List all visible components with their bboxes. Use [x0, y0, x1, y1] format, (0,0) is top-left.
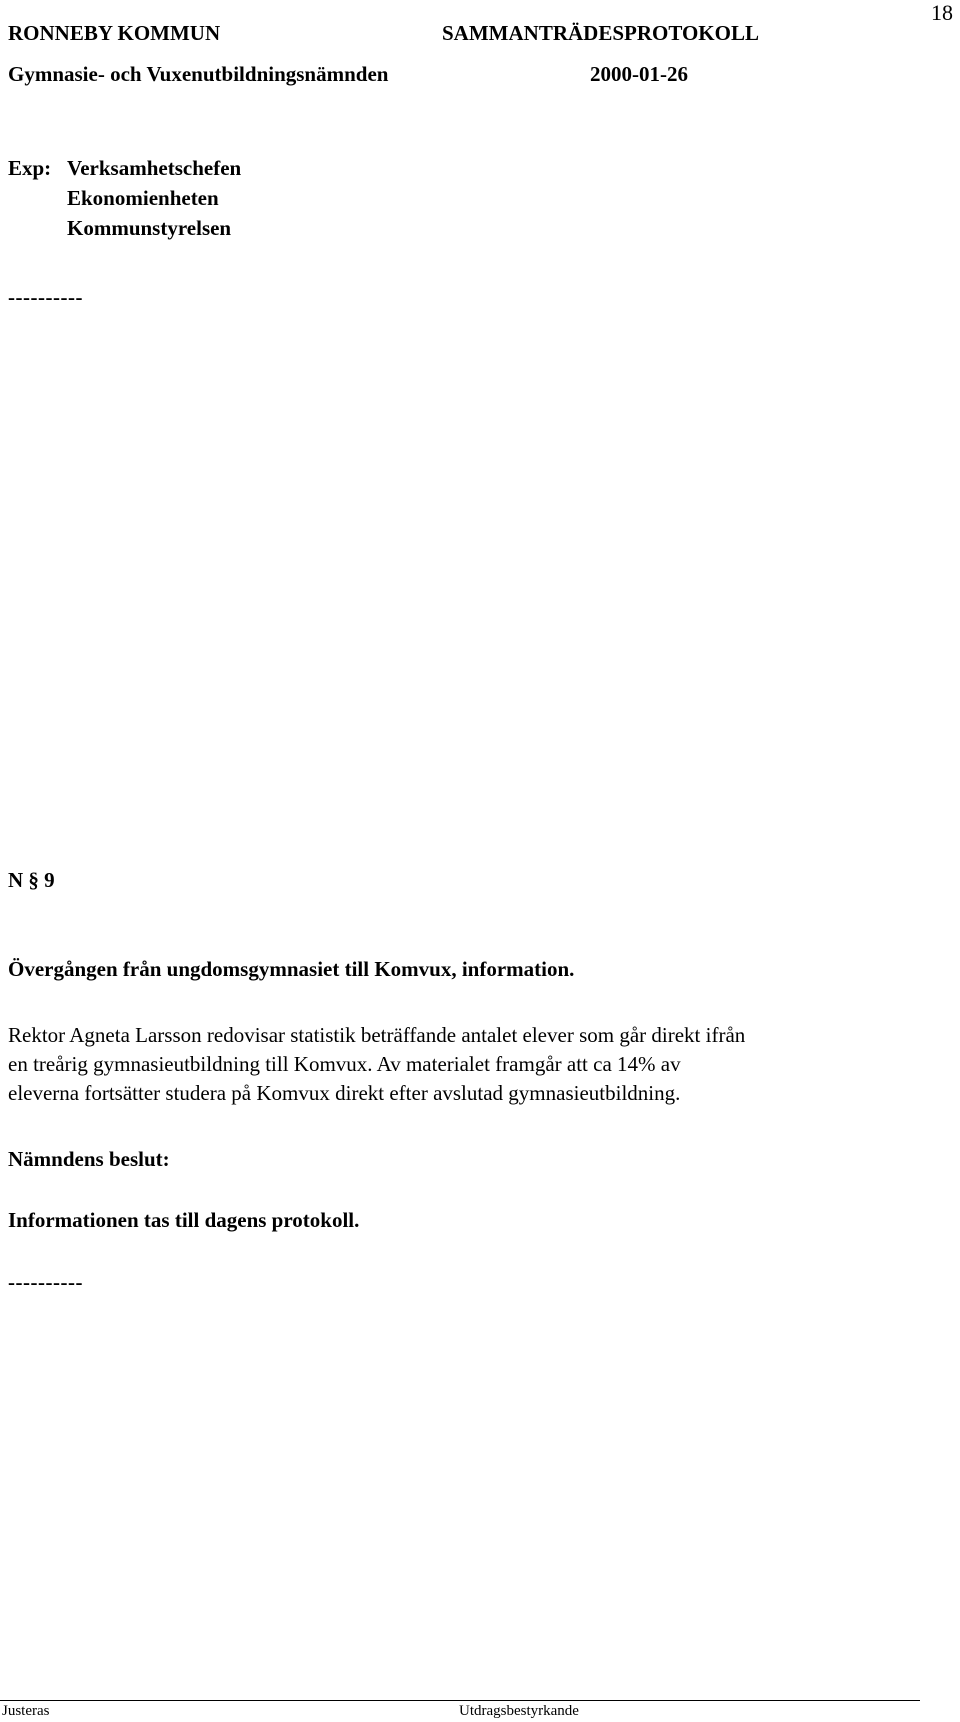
body-line: en treårig gymnasieutbildning till Komvux. Av materialet framgår att ca 14% av: [8, 1052, 681, 1076]
meeting-date: 2000-01-26: [590, 62, 688, 86]
separator-bottom: ----------: [8, 1270, 83, 1294]
footer-utdragsbestyrkande: Utdragsbestyrkande: [459, 1703, 579, 1719]
body-line: Rektor Agneta Larsson redovisar statistik beträffande antalet elever som går direkt ifrån: [8, 1023, 746, 1047]
footer-justeras: Justeras: [2, 1703, 50, 1719]
footer-rule: [0, 1700, 920, 1701]
item-title: Övergången från ungdomsgymnasiet till Komvux, information.: [8, 957, 575, 981]
document-type: SAMMANTRÄDESPROTOKOLL: [442, 21, 759, 45]
expedition-recipient: Verksamhetschefen: [67, 156, 242, 180]
item-body: [8, 1021, 948, 1108]
page-number: 18: [931, 0, 953, 25]
decision-label: Nämndens beslut:: [8, 1147, 170, 1171]
decision-text: Informationen tas till dagens protokoll.: [8, 1208, 360, 1232]
board-name: Gymnasie- och Vuxenutbildningsnämnden: [8, 62, 389, 86]
expedition-label: Exp:: [8, 156, 52, 180]
body-line: eleverna fortsätter studera på Komvux direkt efter avslutad gymnasieutbildning.: [8, 1081, 681, 1105]
expedition-recipient: Ekonomienheten: [67, 186, 219, 210]
expedition-recipient: Kommunstyrelsen: [67, 216, 232, 240]
organization-name: RONNEBY KOMMUN: [8, 21, 221, 45]
section-number: N § 9: [8, 868, 55, 892]
separator-top: ----------: [8, 285, 83, 309]
